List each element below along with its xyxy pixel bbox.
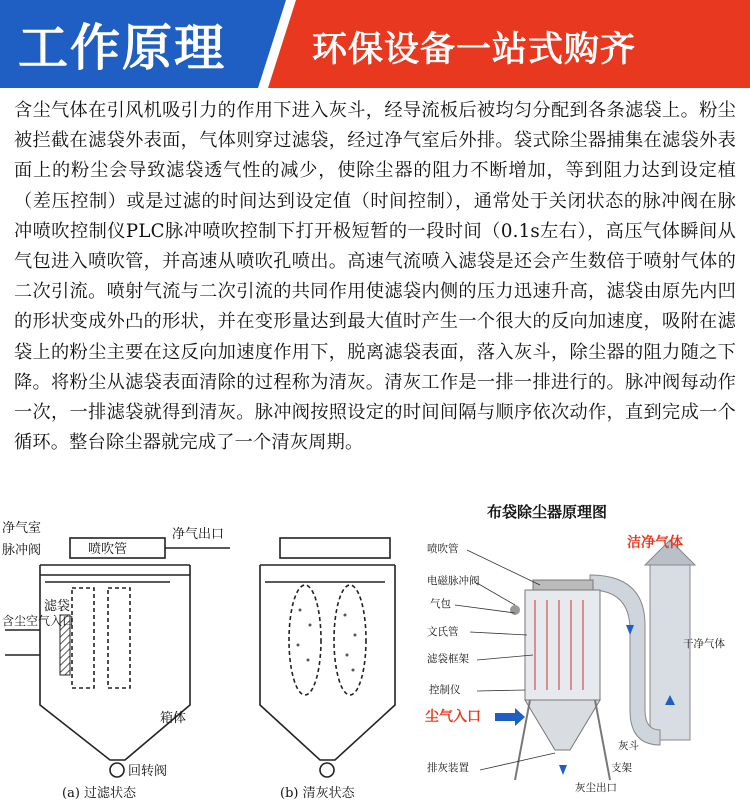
label-support: 支架 — [611, 762, 632, 774]
label-box: 箱体 — [160, 711, 187, 726]
page-title: 工作原理 — [18, 19, 226, 77]
label-dust-inlet-c: 尘气入口 — [425, 709, 481, 725]
diagram-principle-drawing — [415, 495, 750, 800]
label-filter-bag: 滤袋 — [44, 599, 71, 614]
label-solenoid-valve: 电磁脉冲阀 — [427, 575, 480, 587]
label-hopper: 灰斗 — [618, 740, 639, 752]
label-clean-room: 净气室 — [2, 521, 42, 536]
diagram-principle — [415, 495, 750, 800]
label-blow-pipe-c: 喷吹管 — [427, 543, 459, 555]
label-pulse-valve: 脉冲阀 — [2, 543, 42, 558]
principle-title: 布袋除尘器原理图 — [487, 503, 608, 521]
label-bag-frame: 滤袋框架 — [427, 653, 469, 665]
label-blow-pipe: 喷吹管 — [88, 542, 128, 557]
diagram-cleaning-drawing — [250, 520, 410, 800]
label-air-bag: 气包 — [430, 598, 451, 610]
header-banner — [0, 0, 750, 92]
caption-cleaning: (b) 清灰状态 — [280, 786, 355, 801]
diagram-filtering-drawing — [0, 520, 250, 800]
header-slogan: 环保设备一站式购齐 — [312, 30, 637, 70]
label-discharge: 排灰装置 — [427, 762, 469, 774]
label-dry-gas: 干净气体 — [683, 638, 725, 650]
caption-filtering: (a) 过滤状态 — [62, 786, 137, 801]
label-clean-gas: 洁净气体 — [627, 535, 683, 551]
body-paragraph: 含尘气体在引风机吸引力的作用下进入灰斗，经导流板后被均匀分配到各条滤袋上。粉尘被拦截在滤袋外表面，气体则穿过滤袋，经过净气室后外排。袋式除尘器捕集在滤袋外表面上的粉尘会导致滤袋透气性的减少，使除尘器的阻力不断增加，等到阻力达到设定植（差压控制）或是过滤的时间达到设定值（时间控制），通常处于关闭状态的脉冲阀在脉冲喷吹控制仪PLC脉冲喷吹控制下打开极短暂的一段时间（0.1s左右），高压气体瞬间从气包进入喷吹管，并高速从喷吹孔喷出。高速气流喷入滤袋是还会产生数倍于喷射气体的二次引流。喷射气流与二次引流的共同作用使滤袋内侧的压力迅速升高，滤袋由原先内凹的形状变成外凸的形状，并在变形量达到最大值时产生一个很大的反向加速度，吸附在滤袋上的粉尘主要在这反向加速度作用下，脱离滤袋表面，落入灰斗，除尘器的阻力随之下降。将粉尘从滤袋表面清除的过程称为清灰。清灰工作是一排一排进行的。脉冲阀每动作一次，一排滤袋就得到清灰。脉冲阀按照设定的时间间隔与顺序依次动作，直到完成一个循环。整台除尘器就完成了一个清灰周期。 — [14, 100, 736, 454]
label-clean-outlet: 净气出口 — [172, 527, 225, 542]
label-rotary-valve: 回转阀 — [128, 764, 168, 779]
diagram-filtering — [0, 520, 250, 800]
diagram-cleaning — [250, 520, 410, 800]
label-controller: 控制仪 — [429, 684, 461, 696]
label-dust-outlet: 灰尘出口 — [575, 782, 617, 794]
label-venturi: 文氏管 — [427, 626, 459, 638]
label-dust-inlet: 含尘空气入口 — [2, 614, 75, 628]
